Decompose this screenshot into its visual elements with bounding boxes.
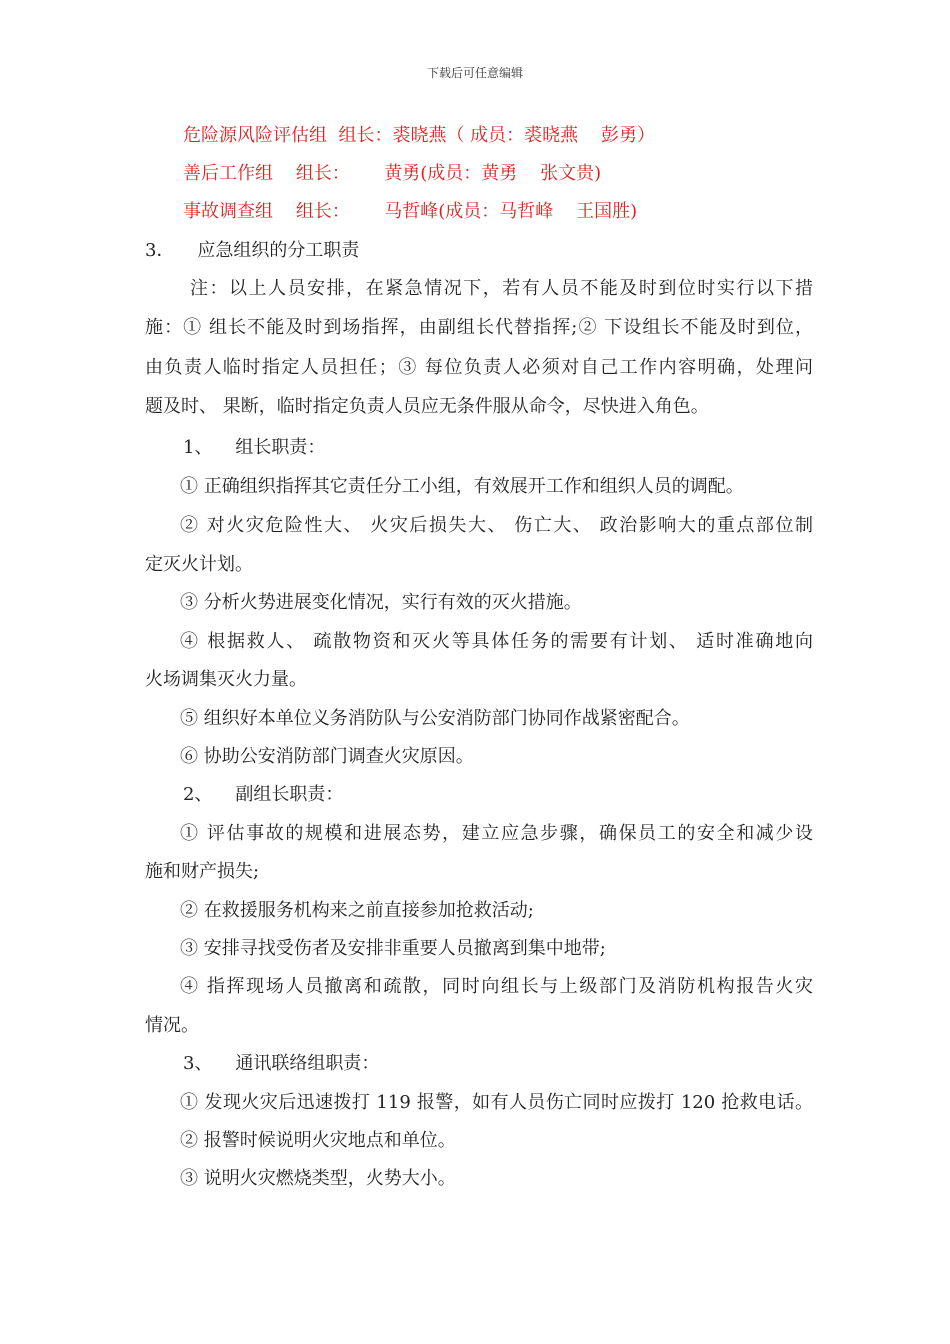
red-line-aftercare-group: 善后工作组 组长： 黄勇(成员：黄勇 张文贵) [183, 163, 602, 184]
list-item: ③ 分析火势进展变化情况，实行有效的灭火措施。 [180, 592, 582, 613]
list-item: ② 在救援服务机构来之前直接参加抢救活动; [180, 900, 534, 921]
subheading-leader-duties: 1、 组长职责： [183, 437, 326, 458]
list-item-continuation: 火场调集灭火力量。 [145, 669, 307, 690]
list-item: ④ 根据救人、 疏散物资和灭火等具体任务的需要有计划、 适时准确地向 [180, 631, 813, 652]
list-item: ② 对火灾危险性大、 火灾后损失大、 伤亡大、 政治影响大的重点部位制 [180, 515, 813, 536]
list-item-continuation: 情况。 [145, 1015, 199, 1036]
paragraph-line: 由负责人临时指定人员担任；③ 每位负责人必须对自己工作内容明确，处理问 [145, 357, 813, 378]
subheading-communication-group-duties: 3、 通讯联络组职责： [183, 1053, 380, 1074]
list-item: ⑥ 协助公安消防部门调查火灾原因。 [180, 746, 474, 767]
list-item: ① 发现火灾后迅速拨打 119 报警，如有人员伤亡同时应拨打 120 抢救电话。 [180, 1092, 813, 1113]
list-item: ③ 说明火灾燃烧类型，火势大小。 [180, 1168, 456, 1189]
list-item: ③ 安排寻找受伤者及安排非重要人员撤离到集中地带; [180, 938, 606, 959]
paragraph-line: 题及时、 果断，临时指定负责人员应无条件服从命令，尽快进入角色。 [145, 396, 709, 417]
paragraph-line: 施：① 组长不能及时到场指挥，由副组长代替指挥;② 下设组长不能及时到位， [145, 317, 813, 338]
red-line-investigation-group: 事故调查组 组长： 马哲峰(成员：马哲峰 王国胜) [183, 201, 638, 222]
section-heading-3: 3． 应急组织的分工职责 [145, 240, 360, 261]
subheading-deputy-leader-duties: 2、 副组长职责： [183, 784, 344, 805]
red-line-risk-assessment-group: 危险源风险评估组 组长：裘晓燕（ 成员：裘晓燕 彭勇） [183, 125, 656, 146]
list-item-continuation: 施和财产损失; [145, 861, 260, 882]
list-item: ① 评估事故的规模和进展态势，建立应急步骤，确保员工的安全和减少设 [180, 823, 813, 844]
list-item: ① 正确组织指挥其它责任分工小组，有效展开工作和组织人员的调配。 [180, 476, 744, 497]
list-item: ⑤ 组织好本单位义务消防队与公安消防部门协同作战紧密配合。 [180, 708, 690, 729]
list-item: ② 报警时候说明火灾地点和单位。 [180, 1130, 456, 1151]
list-item-continuation: 定灭火计划。 [145, 554, 253, 575]
paragraph-line: 注：以上人员安排，在紧急情况下，若有人员不能及时到位时实行以下措 [190, 278, 813, 299]
page-header: 下载后可任意编辑 [426, 66, 523, 80]
list-item: ④ 指挥现场人员撤离和疏散，同时向组长与上级部门及消防机构报告火灾 [180, 976, 813, 997]
